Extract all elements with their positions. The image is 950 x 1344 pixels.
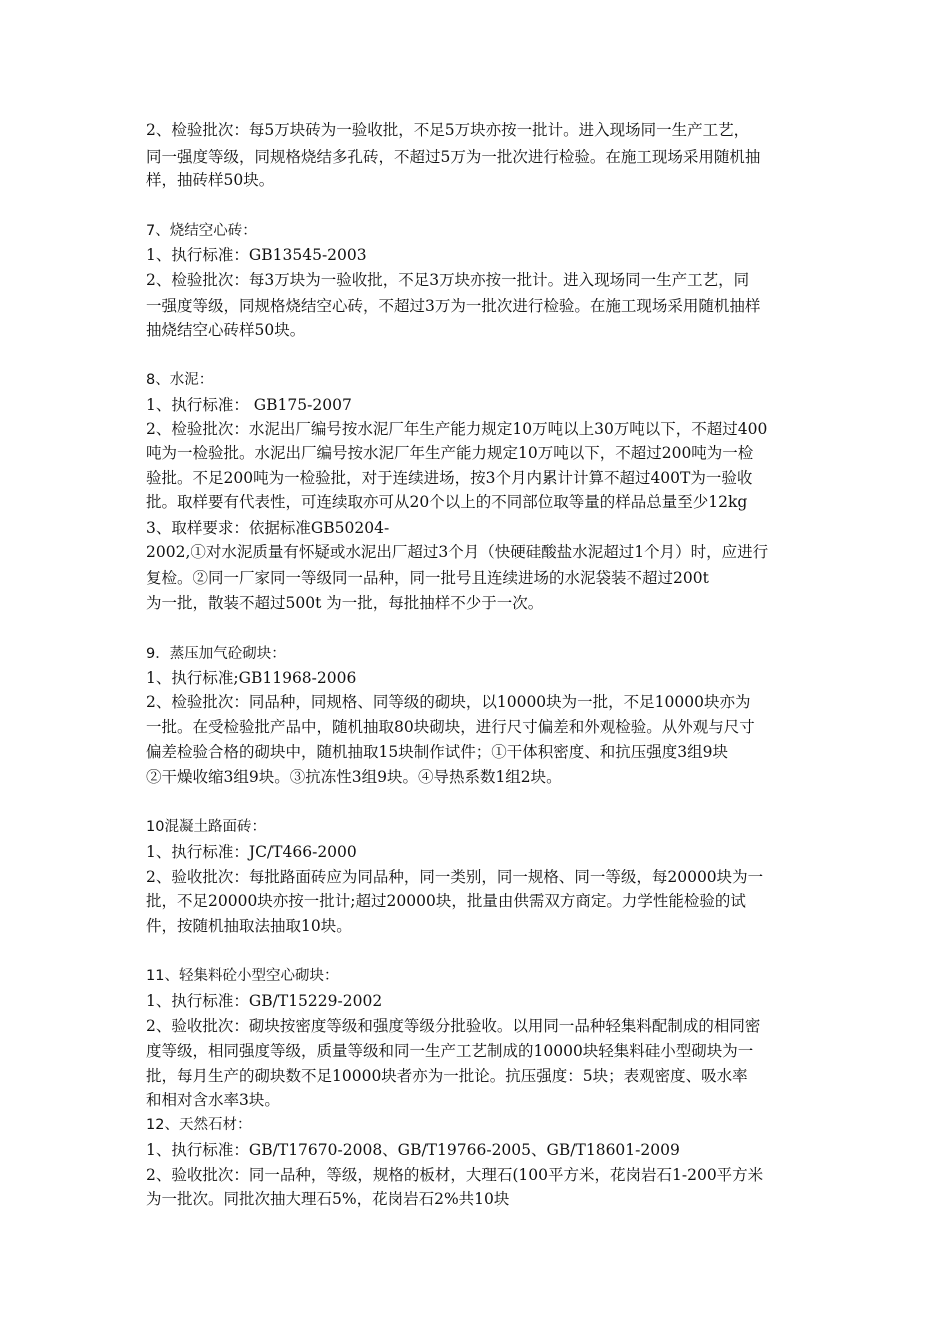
text-line: 1、执行标准：GB/T17670-2008、GB/T19766-2005、GB/T18601-2009: [146, 1141, 680, 1159]
text-line: 2、检验批次：同品种，同规格、同等级的砌块，以10000块为一批，不足10000块亦为: [146, 693, 751, 711]
text-line: ②干燥收缩3组9块。③抗冻性3组9块。④导热系数1组2块。: [146, 768, 562, 786]
section-heading: 10混凝土路面砖：: [146, 819, 266, 835]
text-line: 批，不足20000块亦按一批计;超过20000块，批量由供需双方商定。力学性能检验的试: [146, 892, 746, 910]
text-line: 样，抽砖样50块。: [146, 171, 275, 189]
section-heading: 9．蒸压加气砼砌块：: [146, 646, 286, 662]
text-line: 批。取样要有代表性，可连续取亦可从20个以上的不同部位取等量的样品总量至少12kg: [146, 493, 748, 511]
text-line: 复检。②同一厂家同一等级同一品种，同一批号且连续进场的水泥袋装不超过200t: [146, 569, 709, 587]
section-heading: 12、天然石材：: [146, 1117, 252, 1133]
text-line: 1、执行标准;GB11968-2006: [146, 669, 357, 687]
text-line: 一批。在受检验批产品中，随机抽取80块砌块，进行尺寸偏差和外观检验。从外观与尺寸: [146, 718, 755, 736]
section-heading: 11、轻集料砼小型空心砌块：: [146, 968, 339, 984]
section-heading: 8、水泥：: [146, 372, 214, 388]
text-line: 为一批，散装不超过500t 为一批，每批抽样不少于一次。: [146, 594, 544, 612]
text-line: 抽烧结空心砖样50块。: [146, 321, 306, 339]
text-line: 1、执行标准：GB/T15229-2002: [146, 992, 383, 1010]
text-line: 同一强度等级，同规格烧结多孔砖，不超过5万为一批次进行检验。在施工现场采用随机抽: [146, 148, 761, 166]
text-line: 度等级，相同强度等级，质量等级和同一生产工艺制成的10000块轻集料硅小型砌块为一: [146, 1042, 754, 1060]
text-line: 2002,①对水泥质量有怀疑或水泥出厂超过3个月（快硬硅酸盐水泥超过1个月）时，应进行: [146, 543, 769, 561]
text-line: 为一批次。同批次抽大理石5%，花岗岩石2%共10块: [146, 1190, 510, 1208]
text-line: 1、执行标准：GB13545-2003: [146, 246, 367, 264]
text-line: 2、验收批次：砌块按密度等级和强度等级分批验收。以用同一品种轻集料配制成的相同密: [146, 1017, 761, 1035]
text-line: 2、验收批次：同一品种，等级，规格的板材，大理石(100平方米，花岗岩石1-200平方米: [146, 1166, 764, 1184]
text-line: 验批。不足200吨为一检验批，对于连续进场，按3个月内累计计算不超过400T为一验收: [146, 469, 753, 487]
text-line: 件，按随机抽取法抽取10块。: [146, 917, 352, 935]
text-line: 一强度等级，同规格烧结空心砖，不超过3万为一批次进行检验。在施工现场采用随机抽样: [146, 297, 761, 315]
text-line: 吨为一检验批。水泥出厂编号按水泥厂年生产能力规定10万吨以下，不超过200吨为一检: [146, 444, 754, 462]
text-line: 3、取样要求：依据标准GB50204-: [146, 519, 390, 537]
text-line: 1、执行标准： GB175-2007: [146, 396, 352, 414]
text-line: 2、验收批次：每批路面砖应为同品种，同一类别，同一规格、同一等级，每20000块为一: [146, 868, 764, 886]
text-line: 1、执行标准：JC/T466-2000: [146, 843, 357, 861]
text-line: 2、检验批次：水泥出厂编号按水泥厂年生产能力规定10万吨以上30万吨以下，不超过400: [146, 420, 768, 438]
section-heading: 7、烧结空心砖：: [146, 223, 257, 239]
text-line: 偏差检验合格的砌块中，随机抽取15块制作试件；①干体积密度、和抗压强度3组9块: [146, 743, 728, 761]
text-line: 2、检验批次：每3万块为一验收批，不足3万块亦按一批计。进入现场同一生产工艺，同: [146, 271, 750, 289]
text-line: 批，每月生产的砌块数不足10000块者亦为一批论。抗压强度：5块；表观密度、吸水率: [146, 1067, 748, 1085]
text-line: 2、检验批次：每5万块砖为一验收批，不足5万块亦按一批计。进入现场同一生产工艺，: [146, 121, 750, 139]
text-line: 和相对含水率3块。: [146, 1091, 280, 1109]
